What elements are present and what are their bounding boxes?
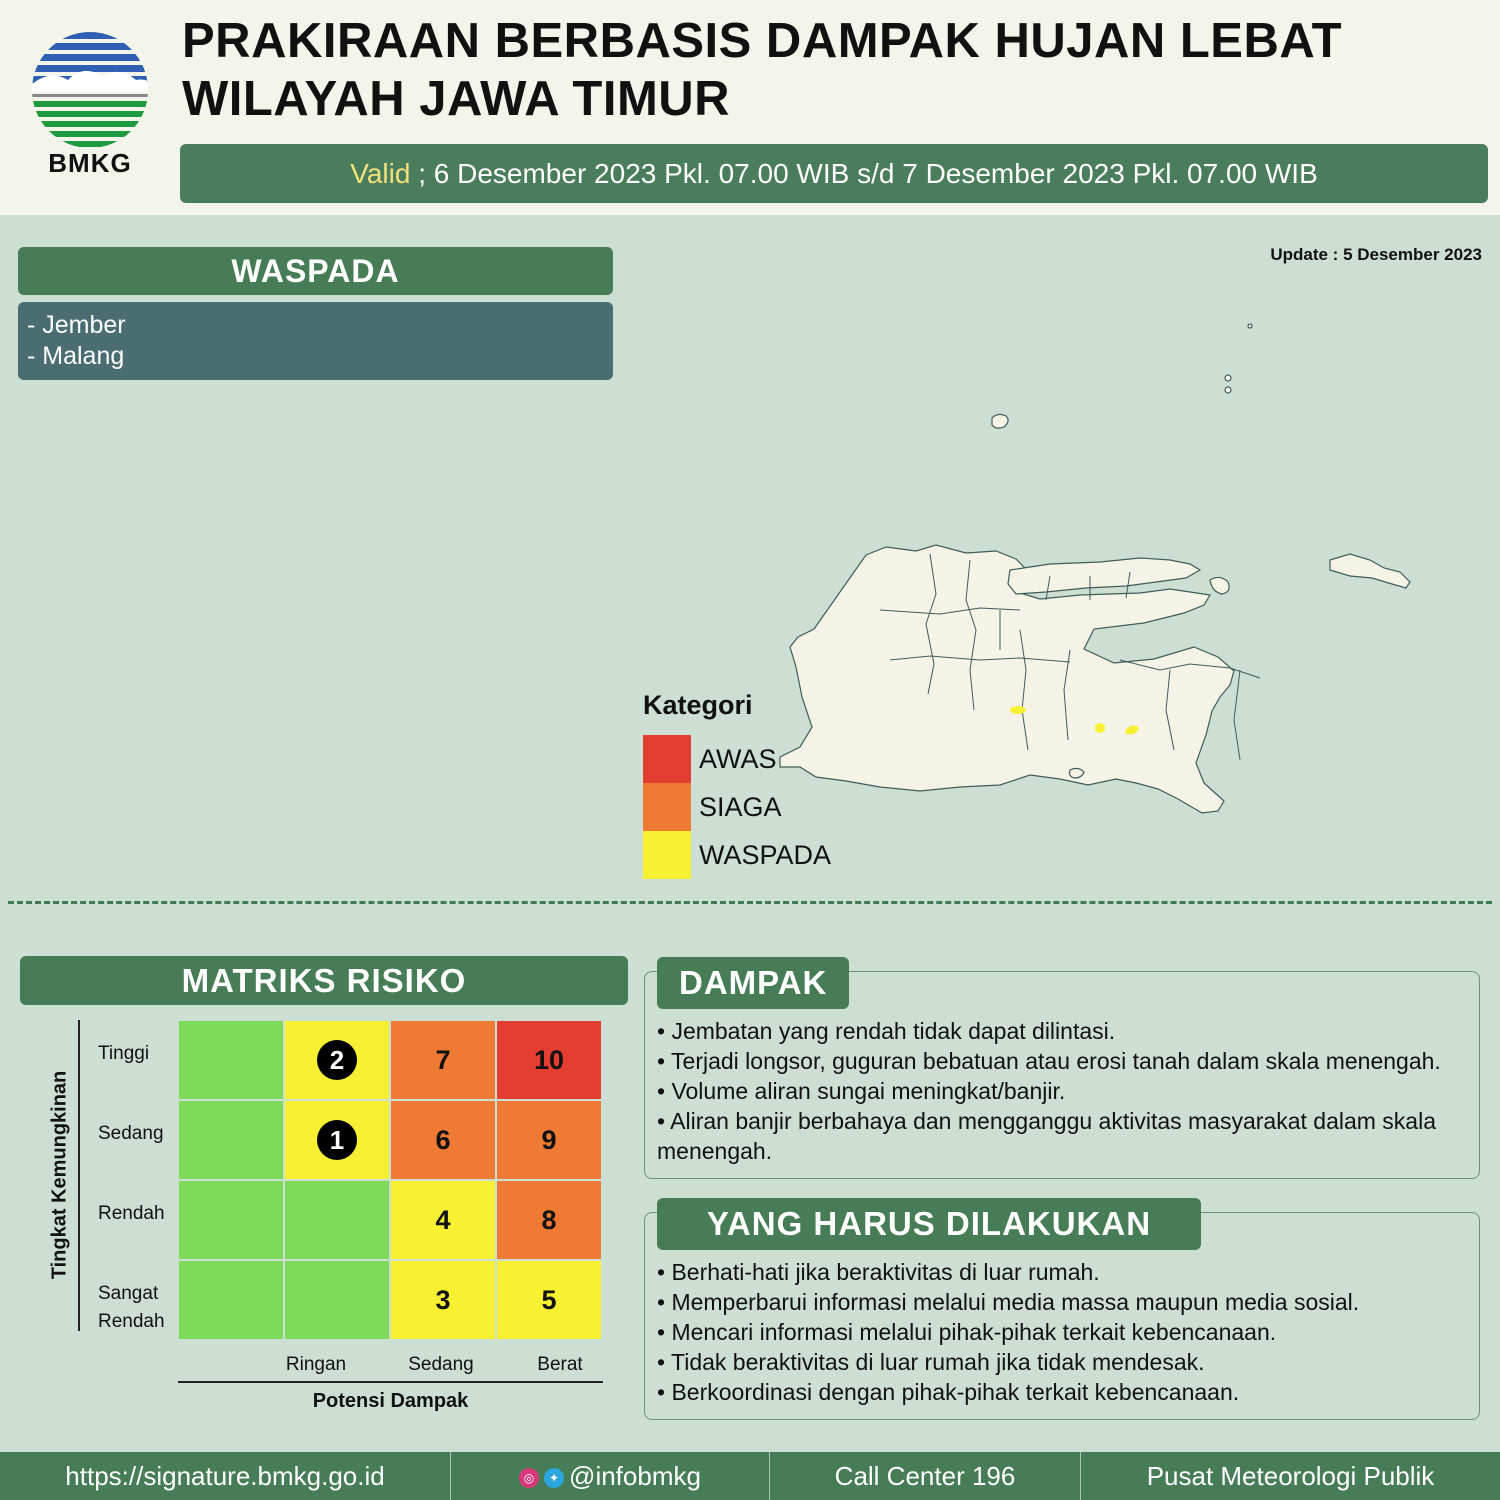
legend-label: WASPADA	[699, 839, 832, 870]
social-handle-text: @infobmkg	[569, 1461, 701, 1491]
matrix-cell-value: 4	[435, 1204, 451, 1235]
matrix-cell-marker: 1	[317, 1120, 357, 1160]
matrix-cell	[179, 1021, 283, 1099]
impact-item: • Volume aliran sungai meningkat/banjir.	[657, 1078, 1066, 1104]
bmkg-logo-icon	[28, 28, 152, 148]
action-item: • Mencari informasi melalui pihak-pihak terkait kebencanaan.	[657, 1319, 1277, 1345]
matrix-cell	[497, 1181, 601, 1259]
matrix-y-axis-title: Tingkat Kemungkinan	[48, 1070, 71, 1280]
matrix-cell	[285, 1261, 389, 1339]
matrix-col-label: Sedang	[408, 1354, 474, 1375]
action-item: • Memperbarui informasi melalui media massa maupun media sosial.	[657, 1289, 1360, 1315]
matrix-cell	[179, 1261, 283, 1339]
bmkg-logo	[28, 28, 152, 188]
valid-label: Valid	[350, 158, 411, 189]
matrix-cell-value: 9	[541, 1124, 557, 1155]
matrix-cell	[285, 1101, 389, 1179]
legend	[643, 690, 863, 879]
action-item: • Tidak beraktivitas di luar rumah jika tidak mendesak.	[657, 1349, 1205, 1375]
matrix-y-axis-line	[78, 1020, 80, 1331]
matrix-cell-value: 5	[541, 1284, 557, 1315]
matrix-cell	[391, 1261, 495, 1339]
footer	[0, 1452, 1500, 1500]
impact-item: • Terjadi longsor, guguran bebatuan atau erosi tanah dalam skala menengah.	[657, 1048, 1441, 1074]
east-java-map	[770, 310, 1490, 830]
impact-item: • Aliran banjir berbahaya dan mengganggu aktivitas masyarakat dalam skala menengah.	[657, 1108, 1437, 1164]
impact-item: • Jembatan yang rendah tidak dapat dilintasi.	[657, 1018, 1116, 1044]
action-heading: YANG HARUS DILAKUKAN	[657, 1198, 1201, 1250]
matrix-cell	[497, 1101, 601, 1179]
matrix-cell-value: 3	[435, 1284, 451, 1315]
warning-heading: WASPADA	[18, 247, 613, 295]
matrix-cell	[497, 1261, 601, 1339]
matrix-cell-value: 6	[435, 1124, 451, 1155]
update-date: Update : 5 Desember 2023	[1270, 245, 1482, 264]
warning-area-item: - Jember	[27, 311, 126, 339]
matrix-col-label: Berat	[537, 1354, 583, 1375]
matrix-row-label: Rendah	[98, 1203, 165, 1224]
warning-area-item: - Malang	[27, 342, 125, 370]
legend-item-waspada	[643, 831, 863, 879]
legend-label: SIAGA	[699, 791, 782, 822]
social-handle[interactable]	[451, 1452, 769, 1500]
matrix-cell	[497, 1021, 601, 1099]
matrix-x-axis-line	[178, 1381, 603, 1383]
twitter-icon: ✦	[544, 1468, 564, 1488]
matrix-cell-value: 8	[541, 1204, 557, 1235]
validity-bar	[180, 144, 1488, 203]
title-line-2: WILAYAH JAWA TIMUR	[182, 72, 731, 126]
legend-swatch	[643, 783, 691, 831]
website-link[interactable]: https://signature.bmkg.go.id	[65, 1461, 385, 1491]
impact-list	[657, 1016, 1472, 1166]
legend-item-siaga	[643, 783, 863, 831]
legend-title: Kategori	[643, 690, 753, 720]
matrix-cell	[391, 1181, 495, 1259]
instagram-icon: ◎	[519, 1468, 539, 1488]
legend-swatch	[643, 735, 691, 783]
warning-area-list	[18, 302, 613, 380]
matrix-cell	[391, 1101, 495, 1179]
action-item: • Berkoordinasi dengan pihak-pihak terkait kebencanaan.	[657, 1379, 1240, 1405]
matrix-heading: MATRIKS RISIKO	[20, 956, 628, 1005]
legend-item-awas	[643, 735, 863, 783]
title-line-1: PRAKIRAAN BERBASIS DAMPAK HUJAN LEBAT	[182, 14, 1343, 68]
matrix-cell	[179, 1101, 283, 1179]
valid-period: ; 6 Desember 2023 Pkl. 07.00 WIB s/d 7 Desember 2023 Pkl. 07.00 WIB	[410, 158, 1318, 189]
matrix-cell-value: 10	[533, 1044, 565, 1075]
logo-text: BMKG	[48, 148, 132, 178]
legend-label: AWAS	[699, 743, 777, 774]
call-center: Call Center 196	[834, 1461, 1016, 1491]
matrix-cell	[179, 1181, 283, 1259]
matrix-row-label: Tinggi	[98, 1043, 150, 1064]
matrix-col-label: Ringan	[285, 1354, 347, 1375]
matrix-x-axis-title: Potensi Dampak	[312, 1390, 469, 1412]
matrix-row-label: Sangat Rendah	[98, 1283, 165, 1332]
matrix-cell-marker: 2	[317, 1040, 357, 1080]
header	[0, 0, 1500, 215]
impact-heading: DAMPAK	[657, 957, 849, 1009]
matrix-cell	[391, 1021, 495, 1099]
matrix-row-label: Sedang	[98, 1123, 164, 1144]
page-title	[182, 12, 1342, 128]
action-item: • Berhati-hati jika beraktivitas di luar rumah.	[657, 1259, 1100, 1285]
matrix-cell-value: 7	[435, 1044, 451, 1075]
section-divider	[8, 901, 1492, 904]
action-list	[657, 1257, 1472, 1407]
organization-name: Pusat Meteorologi Publik	[1146, 1461, 1435, 1491]
matrix-cell	[285, 1021, 389, 1099]
risk-matrix-grid	[178, 1020, 603, 1341]
legend-swatch	[643, 831, 691, 879]
matrix-cell	[285, 1181, 389, 1259]
